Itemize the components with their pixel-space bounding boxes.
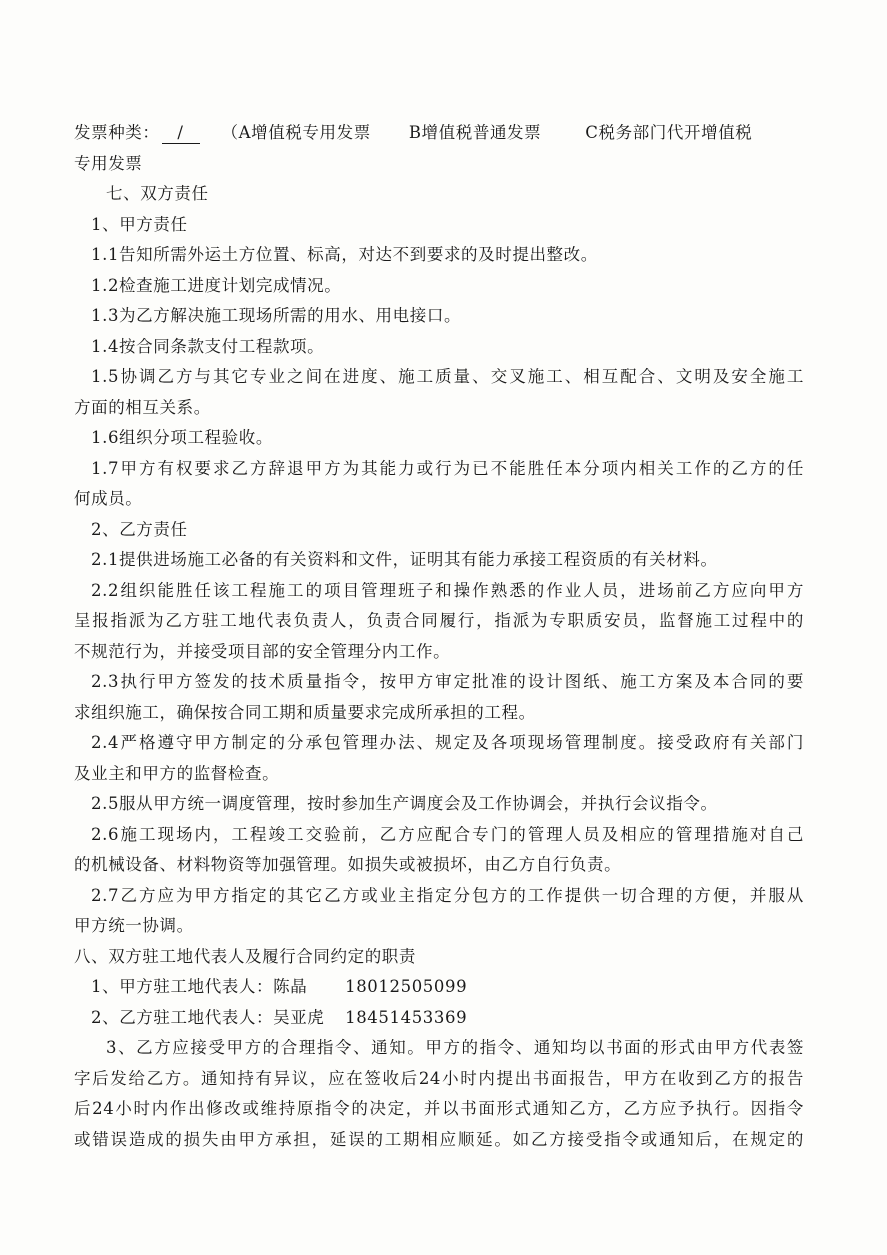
invoice-type-row [74, 118, 804, 149]
party-b-item-continuation: 呈报指派为乙方驻工地代表负责人，负责合同履行，指派为专职质安员，监督施工过程中的 [74, 611, 804, 630]
party-b-item: 2.6施工现场内，工程竣工交验前，乙方应配合专门的管理人员及相应的管理措施对自己 [91, 824, 804, 844]
party-a-item: 1.6组织分项工程验收。 [91, 428, 273, 447]
party-b-item-continuation: 及业主和甲方的监督检查。 [74, 763, 280, 783]
party-a-item: 1.4按合同条款支付工程款项。 [91, 336, 325, 356]
party-b-item: 2.3执行甲方签发的技术质量指令，按甲方审定批准的设计图纸、施工方案及本合同的要 [91, 672, 804, 691]
section-8-paragraph-line: 字后发给乙方。通知持有异议，应在签收后24小时内提出书面报告，甲方在收到乙方的报告 [74, 1068, 804, 1088]
invoice-type-blank: / [162, 123, 200, 144]
party-b-heading: 2、乙方责任 [91, 519, 188, 539]
invoice-option-a: （A增值税专用发票 [221, 123, 371, 142]
invoice-type-label: 发票种类： [74, 123, 160, 142]
representative-row [74, 1003, 804, 1034]
party-b-item: 2.1提供进场施工必备的有关资料和文件，证明其有能力承接工程资质的有关材料。 [91, 550, 718, 569]
invoice-option-b: B增值税普通发票 [408, 123, 542, 142]
party-b-item-continuation: 的机械设备、材料物资等加强管理。如损失或被损坏，由乙方自行负责。 [74, 855, 622, 874]
party-b-item: 2.7乙方应为甲方指定的其它乙方或业主指定分包方的工作提供一切合理的方便，并服从 [91, 885, 804, 905]
party-b-item-continuation: 求组织施工，确保按合同工期和质量要求完成所承担的工程。 [74, 702, 536, 722]
representative-name: 吴亚虎 [273, 1007, 325, 1027]
representative-phone: 18012505099 [345, 977, 468, 996]
representative-label: 2、乙方驻工地代表人： [91, 1007, 274, 1027]
section-8-paragraph-line: 或错误造成的损失由甲方承担，延误的工期相应顺延。如乙方接受指令或通知后，在规定的 [74, 1129, 804, 1149]
party-a-item: 1.7甲方有权要求乙方辞退甲方为其能力或行为已不能胜任本分项内相关工作的乙方的任 [91, 458, 804, 478]
party-b-item-continuation: 甲方统一协调。 [74, 916, 194, 935]
invoice-option-c: C税务部门代开增值税 [585, 123, 753, 142]
invoice-type-continuation: 专用发票 [74, 153, 143, 173]
party-b-item: 2.2组织能胜任该工程施工的项目管理班子和操作熟悉的作业人员，进场前乙方应向甲方 [91, 580, 804, 600]
section-7-heading: 七、双方责任 [106, 184, 209, 203]
representative-phone: 18451453369 [345, 1007, 468, 1027]
party-a-item: 1.5协调乙方与其它专业之间在进度、施工质量、交叉施工、相互配合、文明及安全施工 [91, 367, 804, 386]
section-8-paragraph-line: 3、乙方应接受甲方的合理指令、通知。甲方的指令、通知均以书面的形式由甲方代表签 [106, 1038, 804, 1057]
representative-row [74, 972, 804, 1003]
party-b-item-continuation: 不规范行为，并接受项目部的安全管理分内工作。 [74, 641, 451, 661]
representative-name: 陈晶 [273, 977, 308, 996]
party-a-item-continuation: 何成员。 [74, 489, 143, 508]
party-a-item: 1.3为乙方解决施工现场所需的用水、用电接口。 [91, 306, 462, 325]
section-8-paragraph-line: 后24小时内作出修改或维持原指令的决定，并以书面形式通知乙方，乙方应予执行。因指令 [74, 1099, 804, 1118]
party-a-heading: 1、甲方责任 [91, 214, 188, 234]
party-a-item: 1.1告知所需外运土方位置、标高，对达不到要求的及时提出整改。 [91, 245, 598, 264]
party-b-item: 2.5服从甲方统一调度管理，按时参加生产调度会及工作协调会，并执行会议指令。 [91, 794, 718, 813]
party-a-item: 1.2检查施工进度计划完成情况。 [91, 275, 342, 295]
section-8-heading: 八、双方驻工地代表人及履行合同约定的职责 [74, 946, 416, 966]
party-b-item: 2.4严格遵守甲方制定的分承包管理办法、规定及各项现场管理制度。接受政府有关部门 [91, 733, 804, 752]
document-body [74, 118, 804, 1155]
representative-label: 1、甲方驻工地代表人： [91, 977, 274, 996]
party-a-item-continuation: 方面的相互关系。 [74, 397, 211, 417]
